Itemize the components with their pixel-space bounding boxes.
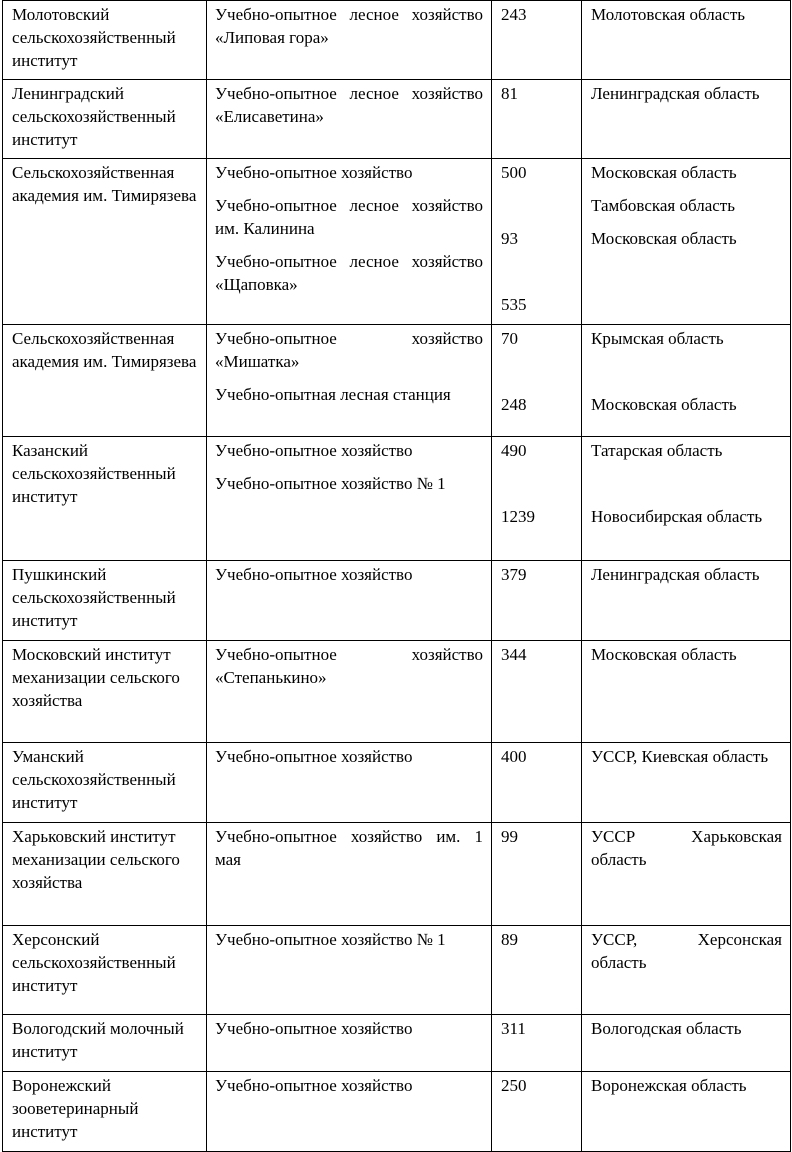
institutions-table [2,0,791,1152]
table-row [3,437,791,561]
region-cell: Ленинградская область [582,80,791,159]
region-cell: Московская область Тамбовская область Московская область [582,159,791,325]
farm-cell: Учебно-опытное хозяйство № 1 [207,926,492,1015]
region-cell: Московская область [582,641,791,743]
region-cell: Молотовская область [582,1,791,80]
area-cell: 70 248 [492,325,582,437]
institution-cell: Сельскохозяйственная академия им. Тимирязева [3,325,207,437]
area-cell: 81 [492,80,582,159]
farm-cell: Учебно-опытное хозяйство [207,1015,492,1072]
farm-cell: Учебно-опытное лесное хозяйство «Елисаветина» [207,80,492,159]
institution-cell: Харьковский институт механизации сельского хозяйства [3,823,207,926]
area-cell: 243 [492,1,582,80]
institution-cell: Сельскохозяйственная академия им. Тимирязева [3,159,207,325]
area-cell: 250 [492,1072,582,1152]
institution-cell: Вологодский молочный институт [3,1015,207,1072]
table-row [3,926,791,1015]
region-cell: Татарская область Новосибирская область [582,437,791,561]
area-cell: 99 [492,823,582,926]
table-row [3,641,791,743]
area-cell: 400 [492,743,582,823]
region-cell: УССР, Херсонская область [582,926,791,1015]
region-cell: Ленинградская область [582,561,791,641]
farm-cell: Учебно-опытное лесное хозяйство «Липовая гора» [207,1,492,80]
institution-cell: Уманский сельскохозяйственный институт [3,743,207,823]
farm-cell: Учебно-опытное хозяйство [207,561,492,641]
region-cell: УССР, Киевская область [582,743,791,823]
table-row [3,325,791,437]
farm-cell: Учебно-опытное хозяйство Учебно-опытное лесное хозяйство им. Калинина Учебно-опытное лесное хозяйство «Щаповка» [207,159,492,325]
institution-cell: Казанский сельскохозяйственный институт [3,437,207,561]
farm-cell: Учебно-опытное хозяйство им. 1 мая [207,823,492,926]
table-row [3,743,791,823]
institution-cell: Воронежский зооветеринарный институт [3,1072,207,1152]
region-cell: УССР Харьковская область [582,823,791,926]
institution-cell: Молотовский сельскохозяйственный институт [3,1,207,80]
region-cell: Крымская область Московская область [582,325,791,437]
table-row [3,80,791,159]
area-cell: 379 [492,561,582,641]
institution-cell: Московский институт механизации сельского хозяйства [3,641,207,743]
area-cell: 490 1239 [492,437,582,561]
table-row [3,561,791,641]
table-row [3,1,791,80]
farm-cell: Учебно-опытное хозяйство «Степанькино» [207,641,492,743]
region-cell: Вологодская область [582,1015,791,1072]
institution-cell: Пушкинский сельскохозяйственный институт [3,561,207,641]
area-cell: 500 93 535 [492,159,582,325]
region-cell: Воронежская область [582,1072,791,1152]
area-cell: 89 [492,926,582,1015]
area-cell: 311 [492,1015,582,1072]
farm-cell: Учебно-опытное хозяйство [207,743,492,823]
area-cell: 344 [492,641,582,743]
table-row [3,159,791,325]
table-row [3,1015,791,1072]
farm-cell: Учебно-опытное хозяйство «Мишатка» Учебно-опытная лесная станция [207,325,492,437]
table-row [3,1072,791,1152]
institution-cell: Херсонский сельскохозяйственный институт [3,926,207,1015]
table-row [3,823,791,926]
farm-cell: Учебно-опытное хозяйство Учебно-опытное хозяйство № 1 [207,437,492,561]
institution-cell: Ленинградский сельскохозяйственный институт [3,80,207,159]
farm-cell: Учебно-опытное хозяйство [207,1072,492,1152]
